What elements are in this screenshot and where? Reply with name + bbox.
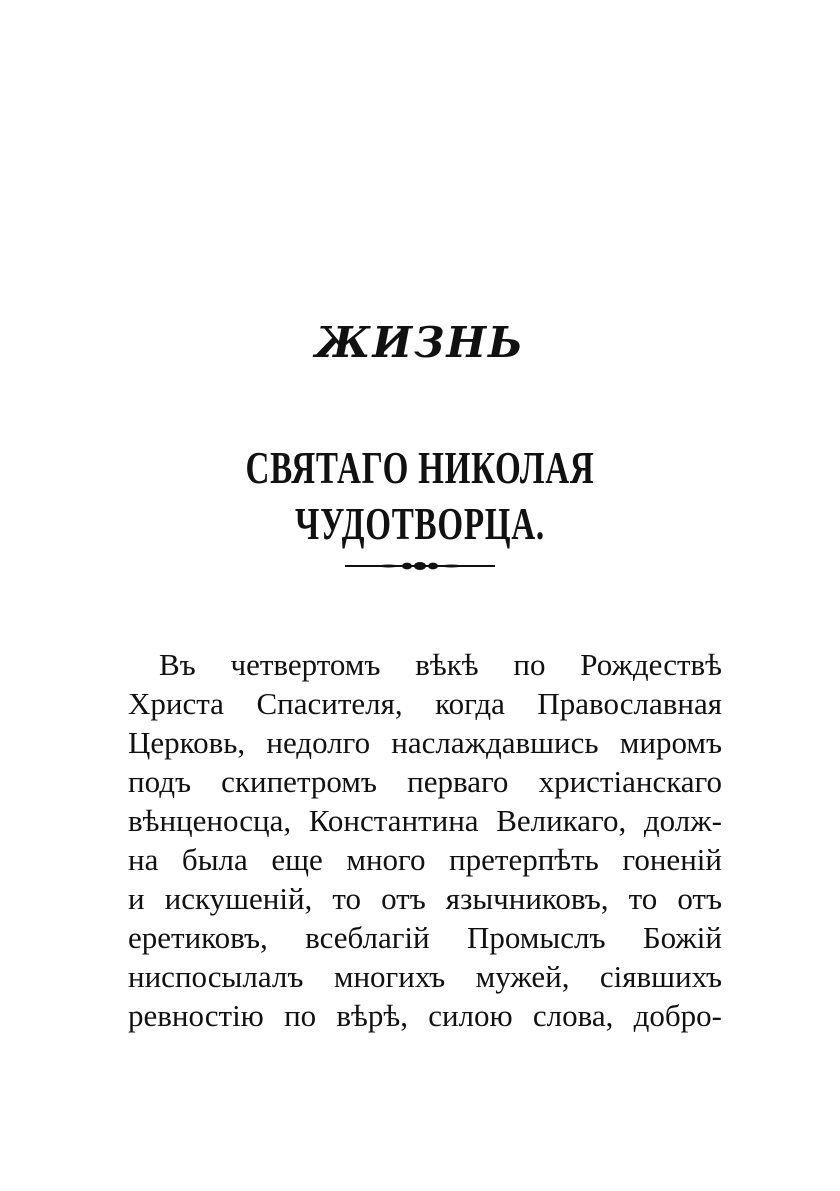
page-subtitle: СВЯТАГО НИКОЛАЯ ЧУДОТВОРЦА. xyxy=(245,442,595,549)
text-line: и искушеній, то отъ язычниковъ, то отъ xyxy=(128,881,722,916)
text-line: вѣнценосца, Константина Великаго, долж- xyxy=(128,803,722,838)
text-line: ревностію по вѣрѣ, силою слова, добро- xyxy=(128,998,722,1033)
text-line: на была еще много претерпѣть гоненій xyxy=(128,842,722,877)
text-line: Въ четвертомъ вѣкѣ по Рождествѣ xyxy=(159,647,722,682)
page-title: ЖИЗНЬ xyxy=(315,318,525,367)
text-line: Христа Спасителя, когда Православная xyxy=(128,686,722,721)
text-line: Церковь, недолго наслаждавшись миромъ xyxy=(128,725,722,760)
text-line: еретиковъ, всеблагій Промыслъ Божій xyxy=(128,920,722,955)
ornament-divider-icon xyxy=(345,556,495,576)
text-line: ниспосылалъ многихъ мужей, сіявшихъ xyxy=(128,959,722,994)
body-paragraph xyxy=(128,645,722,1035)
text-line: подъ скипетромъ перваго христіанскаго xyxy=(128,764,722,799)
